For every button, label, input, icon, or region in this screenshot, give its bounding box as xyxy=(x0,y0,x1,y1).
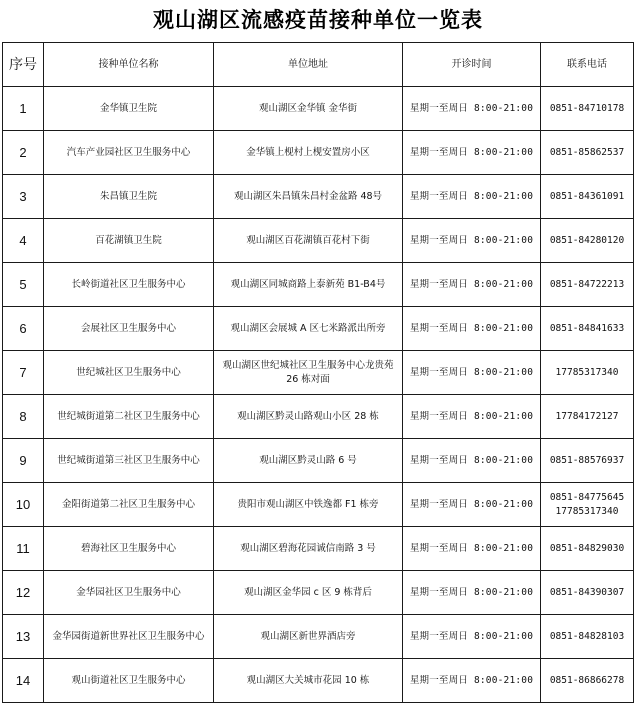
table-row xyxy=(3,307,634,351)
address-cell: 观山湖区金华园 c 区 9 栋背后 xyxy=(214,571,403,615)
opening-hours-cell: 星期一至周日 8:00-21:00 xyxy=(403,307,541,351)
address-cell: 观山湖区黔灵山路观山小区 28 栋 xyxy=(214,395,403,439)
phone-number: 0851-84828103 xyxy=(549,630,625,642)
table-row xyxy=(3,263,634,307)
address-cell: 观山湖区大关城市花园 10 栋 xyxy=(214,659,403,703)
opening-hours-cell: 星期一至周日 8:00-21:00 xyxy=(403,527,541,571)
opening-hours-cell: 星期一至周日 8:00-21:00 xyxy=(403,571,541,615)
serial-number-cell: 9 xyxy=(3,439,44,483)
serial-number-cell: 3 xyxy=(3,175,44,219)
address-cell: 观山湖区金华镇 金华街 xyxy=(214,87,403,131)
serial-number-cell: 13 xyxy=(3,615,44,659)
phone-number: 0851-84829030 xyxy=(549,542,625,554)
serial-number-cell: 7 xyxy=(3,351,44,395)
phone-cell xyxy=(541,87,634,131)
unit-name-cell: 世纪城街道第二社区卫生服务中心 xyxy=(44,395,214,439)
serial-number-cell: 1 xyxy=(3,87,44,131)
table-row xyxy=(3,87,634,131)
phone-number: 0851-84280120 xyxy=(549,234,625,246)
unit-name-cell: 百花湖镇卫生院 xyxy=(44,219,214,263)
address-cell: 观山湖区同城商路上泰新苑 B1-B4号 xyxy=(214,263,403,307)
address-cell: 观山湖区新世界酒店旁 xyxy=(214,615,403,659)
unit-name-cell: 碧海社区卫生服务中心 xyxy=(44,527,214,571)
table-row xyxy=(3,439,634,483)
phone-cell xyxy=(541,439,634,483)
opening-hours-cell: 星期一至周日 8:00-21:00 xyxy=(403,395,541,439)
serial-number-cell: 14 xyxy=(3,659,44,703)
address-cell: 观山湖区碧海花园诚信南路 3 号 xyxy=(214,527,403,571)
opening-hours-cell: 星期一至周日 8:00-21:00 xyxy=(403,87,541,131)
serial-number-cell: 10 xyxy=(3,483,44,527)
serial-number-cell: 11 xyxy=(3,527,44,571)
phone-cell xyxy=(541,571,634,615)
table-header-row xyxy=(3,43,634,87)
table-row xyxy=(3,483,634,527)
table-row xyxy=(3,395,634,439)
address-cell: 贵阳市观山湖区中铁逸都 F1 栋旁 xyxy=(214,483,403,527)
table-row xyxy=(3,175,634,219)
serial-number-cell: 5 xyxy=(3,263,44,307)
header-phone: 联系电话 xyxy=(541,43,634,87)
phone-number: 17785317340 xyxy=(555,366,619,378)
table-row xyxy=(3,615,634,659)
phone-number: 17784172127 xyxy=(555,410,619,422)
header-opening-hours: 开诊时间 xyxy=(403,43,541,87)
unit-name-cell: 观山街道社区卫生服务中心 xyxy=(44,659,214,703)
opening-hours-cell: 星期一至周日 8:00-21:00 xyxy=(403,219,541,263)
phone-number: 0851-85862537 xyxy=(549,146,625,158)
vaccination-units-table xyxy=(2,42,634,703)
serial-number-cell: 2 xyxy=(3,131,44,175)
unit-name-cell: 会展社区卫生服务中心 xyxy=(44,307,214,351)
opening-hours-cell: 星期一至周日 8:00-21:00 xyxy=(403,175,541,219)
table-row xyxy=(3,571,634,615)
opening-hours-cell: 星期一至周日 8:00-21:00 xyxy=(403,659,541,703)
unit-name-cell: 金华园社区卫生服务中心 xyxy=(44,571,214,615)
serial-number-cell: 12 xyxy=(3,571,44,615)
unit-name-cell: 汽车产业园社区卫生服务中心 xyxy=(44,131,214,175)
header-address: 单位地址 xyxy=(214,43,403,87)
phone-cell xyxy=(541,615,634,659)
phone-number: 0851-84390307 xyxy=(549,586,625,598)
page-title: 观山湖区流感疫苗接种单位一览表 xyxy=(153,7,483,32)
opening-hours-cell: 星期一至周日 8:00-21:00 xyxy=(403,483,541,527)
address-cell: 观山湖区会展城 A 区七米路派出所旁 xyxy=(214,307,403,351)
phone-cell xyxy=(541,219,634,263)
unit-name-cell: 长岭街道社区卫生服务中心 xyxy=(44,263,214,307)
header-serial-number: 序号 xyxy=(3,43,44,87)
opening-hours-cell: 星期一至周日 8:00-21:00 xyxy=(403,439,541,483)
opening-hours-cell: 星期一至周日 8:00-21:00 xyxy=(403,131,541,175)
opening-hours-cell: 星期一至周日 8:00-21:00 xyxy=(403,263,541,307)
serial-number-cell: 6 xyxy=(3,307,44,351)
phone-cell xyxy=(541,395,634,439)
phone-number: 0851-84841633 xyxy=(549,322,625,334)
unit-name-cell: 金阳街道第二社区卫生服务中心 xyxy=(44,483,214,527)
serial-number-cell: 8 xyxy=(3,395,44,439)
phone-cell xyxy=(541,131,634,175)
address-cell: 金华镇上枧村上枧安置房小区 xyxy=(214,131,403,175)
phone-cell xyxy=(541,351,634,395)
unit-name-cell: 金华镇卫生院 xyxy=(44,87,214,131)
phone-number: 0851-86866278 xyxy=(549,674,625,686)
table-row xyxy=(3,659,634,703)
address-cell: 观山湖区百花湖镇百花村下街 xyxy=(214,219,403,263)
phone-cell xyxy=(541,307,634,351)
header-unit-name: 接种单位名称 xyxy=(44,43,214,87)
unit-name-cell: 金华园街道新世界社区卫生服务中心 xyxy=(44,615,214,659)
opening-hours-cell: 星期一至周日 8:00-21:00 xyxy=(403,615,541,659)
serial-number-cell: 4 xyxy=(3,219,44,263)
address-cell: 观山湖区黔灵山路 6 号 xyxy=(214,439,403,483)
unit-name-cell: 世纪城街道第三社区卫生服务中心 xyxy=(44,439,214,483)
table-row xyxy=(3,219,634,263)
unit-name-cell: 世纪城社区卫生服务中心 xyxy=(44,351,214,395)
address-cell: 观山湖区朱昌镇朱昌村金盆路 48号 xyxy=(214,175,403,219)
phone-number: 0851-84722213 xyxy=(549,278,625,290)
opening-hours-cell: 星期一至周日 8:00-21:00 xyxy=(403,351,541,395)
phone-cell xyxy=(541,175,634,219)
phone-cell xyxy=(541,659,634,703)
phone-number: 0851-84710178 xyxy=(549,102,625,114)
phone-number: 17785317340 xyxy=(555,505,619,517)
unit-name-cell: 朱昌镇卫生院 xyxy=(44,175,214,219)
phone-number: 0851-84775645 xyxy=(549,491,625,503)
phone-cell xyxy=(541,527,634,571)
table-row xyxy=(3,527,634,571)
phone-cell xyxy=(541,483,634,527)
table-body xyxy=(3,87,634,703)
phone-number: 0851-88576937 xyxy=(549,454,625,466)
phone-number: 0851-84361091 xyxy=(549,190,625,202)
phone-cell xyxy=(541,263,634,307)
table-row xyxy=(3,131,634,175)
address-cell: 观山湖区世纪城社区卫生服务中心龙贵苑 26 栋对面 xyxy=(214,351,403,395)
table-row xyxy=(3,351,634,395)
